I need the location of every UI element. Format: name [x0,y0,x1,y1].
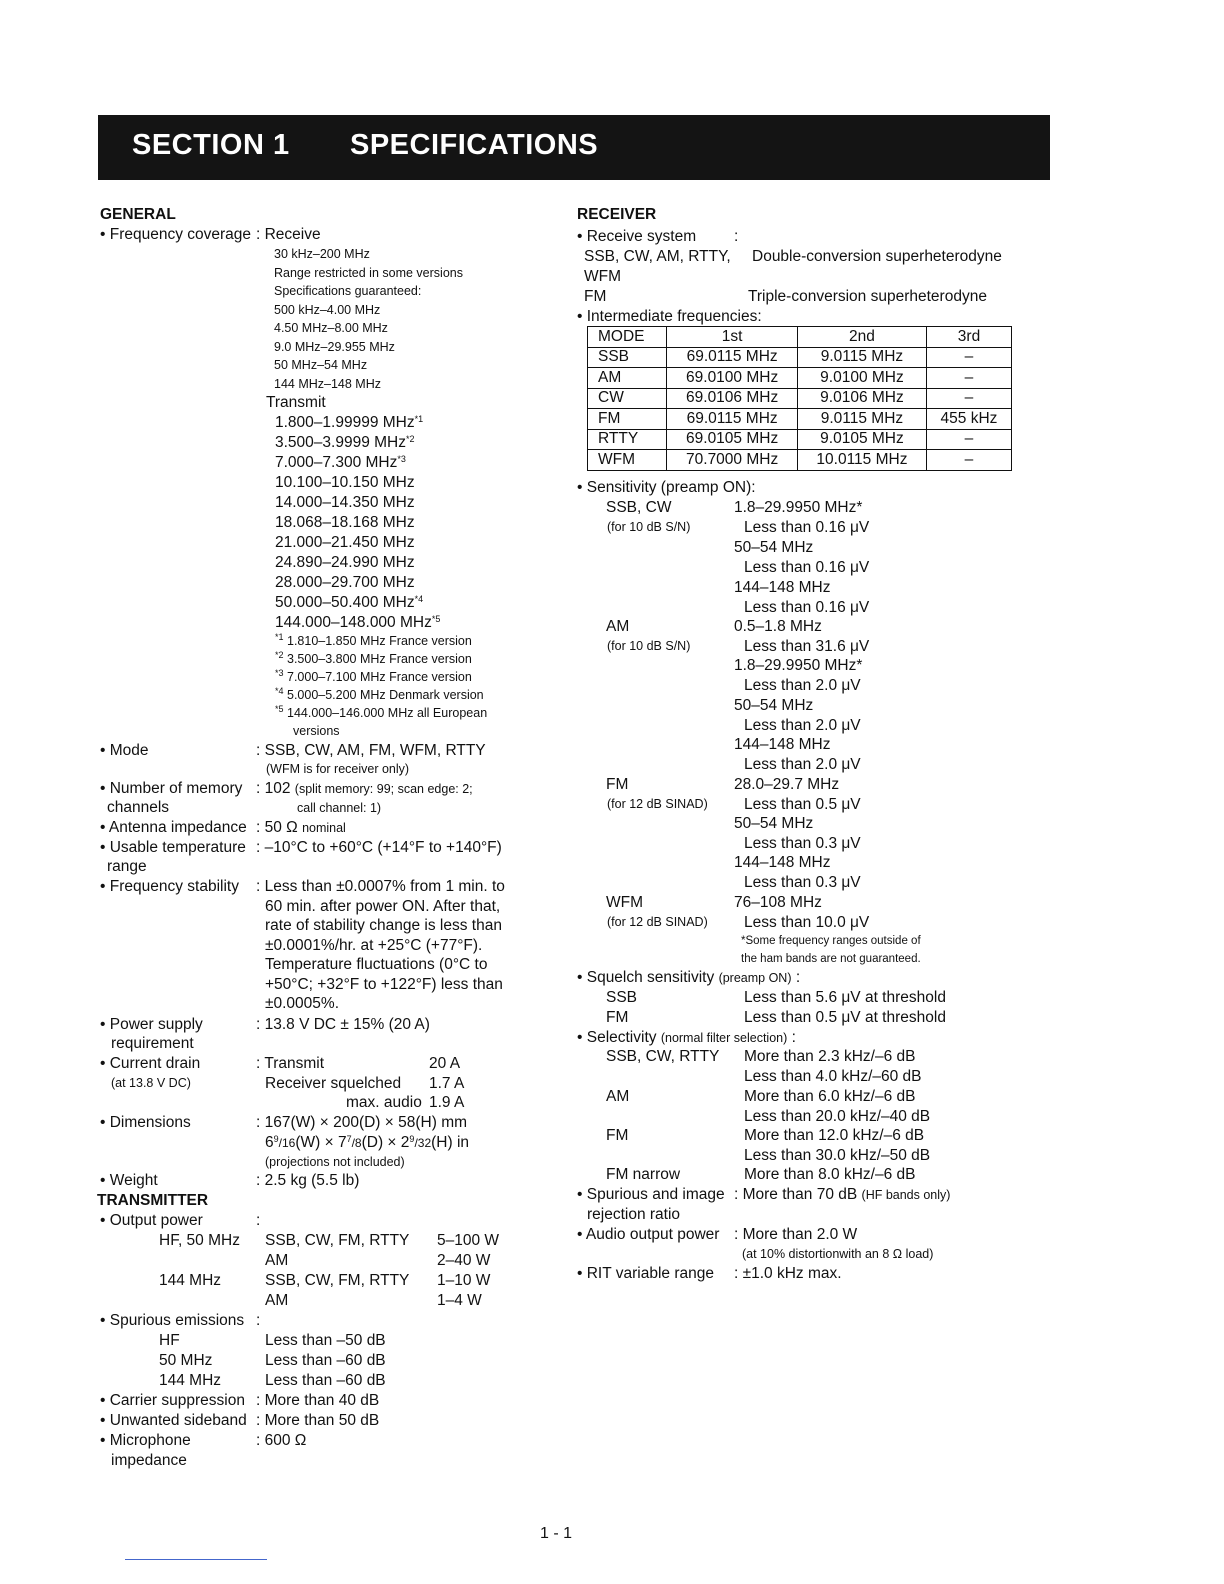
stability-line: ±0.0005%. [265,995,340,1012]
stability-line: : Less than ±0.0007% from 1 min. to [256,878,505,895]
rx-range-item: Specifications guaranteed: [274,284,422,298]
audio-output-value: : More than 2.0 W [734,1226,858,1243]
carrier-suppression-value: : More than 40 dB [256,1392,380,1409]
selectivity-label: • Selectivity (normal filter selection) : [577,1029,796,1046]
if-cell: AM [588,368,667,389]
rx-range-item: 9.0 MHz–29.955 MHz [274,339,395,354]
receive-system-modes: FM [584,288,607,305]
transmitter-heading: TRANSMITTER [97,1192,209,1209]
tx-range-item: 10.100–10.150 MHz [275,474,415,491]
receive-system-colon: : [734,228,739,245]
squelch-value: Less than 0.5 μV at threshold [744,1009,946,1026]
output-power-label: • Output power [100,1212,203,1229]
general-heading: GENERAL [100,206,176,223]
receive-system-type: Double-conversion superheterodyne [752,248,1002,265]
if-cell: – [926,450,1011,471]
microphone-label-cont: impedance [111,1452,187,1469]
if-cell: – [926,388,1011,409]
unwanted-sideband-value: : More than 50 dB [256,1412,380,1429]
selectivity-value: Less than 4.0 kHz/–60 dB [744,1068,922,1085]
sensitivity-note: (for 10 dB S/N) [607,520,691,534]
spurious-emissions-colon: : [256,1312,261,1329]
squelch-value: Less than 5.6 μV at threshold [744,989,946,1006]
output-band: HF, 50 MHz [159,1232,240,1249]
drain-row-label: : Transmit [256,1055,325,1072]
table-row [588,450,1012,471]
footnote: $^{*1}$ 1.810–1.850 MHz France version [275,632,472,648]
table-row [588,368,1012,389]
sensitivity-mode: WFM [606,894,644,911]
footnote: $^{*5}$ 144.000–146.000 MHz all European [275,704,488,720]
if-cell: 9.0105 MHz [797,429,926,450]
spurious-emissions-label: • Spurious emissions [100,1312,245,1329]
tx-range-item: 21.000–21.450 MHz [275,534,415,551]
output-power-colon: : [256,1212,261,1229]
rx-range-item: Range restricted in some versions [274,265,463,280]
sensitivity-line: 0.5–1.8 MHz [734,618,822,635]
mode-value: : SSB, CW, AM, FM, WFM, RTTY [256,742,486,759]
if-label: • Intermediate frequencies: [577,308,762,325]
footnote: $^{*3}$ 7.000–7.100 MHz France version [275,668,472,684]
sensitivity-line: Less than 2.0 μV [744,756,861,773]
sensitivity-line: Less than 0.16 μV [744,519,870,536]
sensitivity-mode: SSB, CW [606,499,672,516]
section-title: SPECIFICATIONS [350,129,599,161]
weight-label: • Weight [100,1172,158,1189]
sensitivity-label: • Sensitivity (preamp ON): [577,479,756,496]
sensitivity-footnote: the ham bands are not guaranteed. [741,953,921,965]
receive-system-label: • Receive system [577,228,697,245]
if-cell: WFM [588,450,667,471]
spurious-image-label: • Spurious and image [577,1186,725,1203]
footnote-continued: versions [293,724,340,738]
section-header-bar [98,115,1050,180]
tx-range-item: 28.000–29.700 MHz [275,574,415,591]
stability-line: Temperature fluctuations (0°C to [265,956,488,973]
unwanted-sideband-label: • Unwanted sideband [100,1412,247,1429]
drain-row-value: 20 A [429,1055,461,1072]
receive-system-type: Triple-conversion superheterodyne [748,288,987,305]
power-supply-label: • Power supply [100,1016,203,1033]
power-supply-label-cont: requirement [111,1035,194,1052]
mode-label: • Mode [100,742,149,759]
stability-line: 60 min. after power ON. After that, [265,897,501,915]
memory-label: • Number of memory [100,780,243,797]
if-header-cell: 3rd [926,327,1011,348]
sensitivity-line: 144–148 MHz [734,736,831,753]
footer-divider [125,1559,267,1560]
selectivity-value: More than 6.0 kHz/–6 dB [744,1088,916,1105]
rx-range-item: 30 kHz–200 MHz [274,247,370,261]
stability-line: ±0.0001%/hr. at +25°C (+77°F). [265,936,483,954]
table-row [588,409,1012,430]
rx-range-item: 500 kHz–4.00 MHz [274,302,381,317]
sensitivity-line: Less than 0.3 μV [744,874,861,891]
if-header-cell: 1st [667,327,798,348]
selectivity-mode: FM narrow [606,1166,681,1183]
output-mode: AM [265,1292,289,1309]
selectivity-value: Less than 30.0 kHz/–50 dB [744,1147,931,1164]
if-cell: – [926,347,1011,368]
sensitivity-line: Less than 0.16 μV [744,559,870,576]
stability-label: • Frequency stability [100,878,239,895]
sensitivity-line: Less than 31.6 μV [744,638,870,655]
tx-range-item: 1.800–1.99999 MHz$^{*1}$ [275,414,424,431]
squelch-mode: SSB [606,989,638,1006]
output-mode: AM [265,1252,289,1269]
rx-range-item: 50 MHz–54 MHz [274,358,368,372]
spurious-value: Less than –60 dB [265,1372,386,1389]
if-cell: 9.0100 MHz [797,368,926,389]
sensitivity-line: 76–108 MHz [734,894,822,911]
temperature-value: : –10°C to +60°C (+14°F to +140°F) [256,839,502,856]
if-table-header [588,327,1012,348]
current-drain-note: (at 13.8 V DC) [111,1076,191,1090]
receive-system-modes: SSB, CW, AM, RTTY, [584,248,731,265]
if-cell: 10.0115 MHz [797,450,926,471]
memory-note: call channel: 1) [297,801,382,815]
footnote: $^{*4}$ 5.000–5.200 MHz Denmark version [275,686,484,702]
output-mode: SSB, CW, FM, RTTY [265,1272,410,1289]
tx-range-item: 144.000–148.000 MHz$^{*5}$ [275,614,441,631]
rit-value: : ±1.0 kHz max. [734,1265,842,1282]
sensitivity-line: 1.8–29.9950 MHz* [734,499,863,516]
sensitivity-line: 144–148 MHz [734,579,831,596]
tx-range-item: 18.068–18.168 MHz [275,514,415,531]
if-cell: – [926,368,1011,389]
drain-row-value: 1.7 A [429,1074,465,1092]
tx-range-item: 14.000–14.350 MHz [275,494,415,511]
spurious-value: Less than –60 dB [265,1352,386,1369]
sensitivity-line: Less than 0.3 μV [744,835,861,852]
tx-range-item: 7.000–7.300 MHz$^{*3}$ [275,454,406,471]
antenna-label: • Antenna impedance [100,819,247,836]
sensitivity-line: 144–148 MHz [734,854,831,871]
tx-range-item: 50.000–50.400 MHz$^{*4}$ [275,594,424,611]
if-header-cell: MODE [588,327,667,348]
temperature-label: • Usable temperature [100,839,246,856]
output-power-value: 5–100 W [437,1232,500,1249]
sensitivity-note: (for 12 dB SINAD) [607,797,708,811]
sensitivity-line: 28.0–29.7 MHz [734,776,840,793]
sensitivity-note: (for 12 dB SINAD) [607,915,708,929]
selectivity-mode: AM [606,1088,630,1105]
transmit-label: Transmit [266,394,326,411]
audio-output-note: (at 10% distortionwith an 8 Ω load) [742,1247,934,1261]
spurious-image-value: : More than 70 dB (HF bands only) [734,1186,951,1203]
if-cell: 69.0115 MHz [667,409,798,430]
selectivity-value: More than 2.3 kHz/–6 dB [744,1048,916,1065]
table-row [588,429,1012,450]
if-cell: 9.0115 MHz [797,409,926,430]
if-cell: 69.0100 MHz [667,368,798,389]
microphone-label: • Microphone [100,1432,191,1449]
table-row [588,347,1012,368]
if-cell: – [926,429,1011,450]
drain-row-value: 1.9 A [429,1094,465,1111]
antenna-value: : 50 Ω nominal [256,819,346,836]
if-cell: 70.7000 MHz [667,450,798,471]
sensitivity-line: Less than 2.0 μV [744,717,861,734]
dimensions-note: (projections not included) [265,1155,405,1169]
sensitivity-mode: FM [606,776,629,793]
table-row [588,388,1012,409]
tx-range-item: 3.500–3.9999 MHz$^{*2}$ [275,434,415,451]
sensitivity-mode: AM [606,618,630,635]
memory-value: : 102 (split memory: 99; scan edge: 2; [256,780,473,797]
power-supply-value: : 13.8 V DC ± 15% (20 A) [256,1016,430,1033]
rit-label: • RIT variable range [577,1265,714,1282]
rx-range-item: 144 MHz–148 MHz [274,376,381,391]
weight-value: : 2.5 kg (5.5 lb) [256,1172,360,1189]
selectivity-mode: FM [606,1127,629,1144]
sensitivity-footnote: *Some frequency ranges outside of [741,935,921,947]
sensitivity-line: Less than 0.5 μV [744,796,861,813]
freq-receive-label: : Receive [256,226,321,243]
if-header-cell: 2nd [797,327,926,348]
sensitivity-line: 50–54 MHz [734,815,814,832]
current-drain-label: • Current drain [100,1055,201,1072]
memory-label-cont: channels [107,799,170,816]
sensitivity-line: Less than 0.16 μV [744,599,870,616]
spurious-value: Less than –50 dB [265,1332,386,1349]
spurious-image-label-cont: rejection ratio [587,1206,681,1223]
output-power-value: 1–10 W [437,1272,491,1289]
carrier-suppression-label: • Carrier suppression [100,1392,245,1409]
if-cell: 69.0115 MHz [667,347,798,368]
squelch-mode: FM [606,1009,629,1026]
mode-note: (WFM is for receiver only) [266,762,410,776]
if-cell: 9.0115 MHz [797,347,926,368]
selectivity-value: More than 12.0 kHz/–6 dB [744,1127,925,1144]
dimensions-inch: $6^9/16(W) \times 7^7/8(D) \times 2^9/32(H)$ in [265,1134,470,1151]
freq-coverage-label: • Frequency coverage [100,226,252,243]
spurious-band: HF [159,1332,180,1349]
output-mode: SSB, CW, FM, RTTY [265,1232,410,1249]
if-cell: RTTY [588,429,667,450]
output-band: 144 MHz [159,1272,222,1289]
tx-range-item: 24.890–24.990 MHz [275,554,415,571]
output-power-value: 1–4 W [437,1292,482,1309]
stability-line: rate of stability change is less than [265,917,502,934]
spurious-band: 144 MHz [159,1372,222,1389]
stability-line: +50°C; +32°F to +122°F) less than [265,975,503,993]
drain-row-label: max. audio [346,1094,422,1111]
dimensions-label: • Dimensions [100,1114,191,1131]
microphone-value: : 600 Ω [256,1432,307,1449]
temperature-label-cont: range [107,858,147,875]
drain-row-label: Receiver squelched [265,1074,402,1092]
selectivity-value: Less than 20.0 kHz/–40 dB [744,1108,931,1125]
squelch-label: • Squelch sensitivity (preamp ON) : [577,969,801,986]
if-cell: 69.0105 MHz [667,429,798,450]
rx-range-item: 4.50 MHz–8.00 MHz [274,321,388,335]
footnote: $^{*2}$ 3.500–3.800 MHz France version [275,650,472,666]
selectivity-mode: SSB, CW, RTTY [606,1048,720,1065]
if-cell: FM [588,409,667,430]
sensitivity-note: (for 10 dB S/N) [607,639,691,653]
if-cell: 9.0106 MHz [797,388,926,409]
spurious-band: 50 MHz [159,1352,213,1369]
sensitivity-line: 1.8–29.9950 MHz* [734,657,863,674]
sensitivity-line: 50–54 MHz [734,697,814,714]
receiver-heading: RECEIVER [577,206,657,223]
section-number: SECTION 1 [132,129,290,161]
page-number: 1 - 1 [540,1525,573,1542]
sensitivity-line: 50–54 MHz [734,539,814,556]
sensitivity-line: Less than 10.0 μV [744,914,870,931]
if-cell: SSB [588,347,667,368]
receive-system-modes: WFM [584,268,622,285]
output-power-value: 2–40 W [437,1252,491,1269]
dimensions-value: : 167(W) × 200(D) × 58(H) mm [256,1114,468,1131]
if-table [587,326,1012,471]
if-cell: CW [588,388,667,409]
sensitivity-line: Less than 2.0 μV [744,677,861,694]
audio-output-label: • Audio output power [577,1226,720,1243]
if-cell: 69.0106 MHz [667,388,798,409]
selectivity-value: More than 8.0 kHz/–6 dB [744,1166,916,1183]
if-cell: 455 kHz [926,409,1011,430]
